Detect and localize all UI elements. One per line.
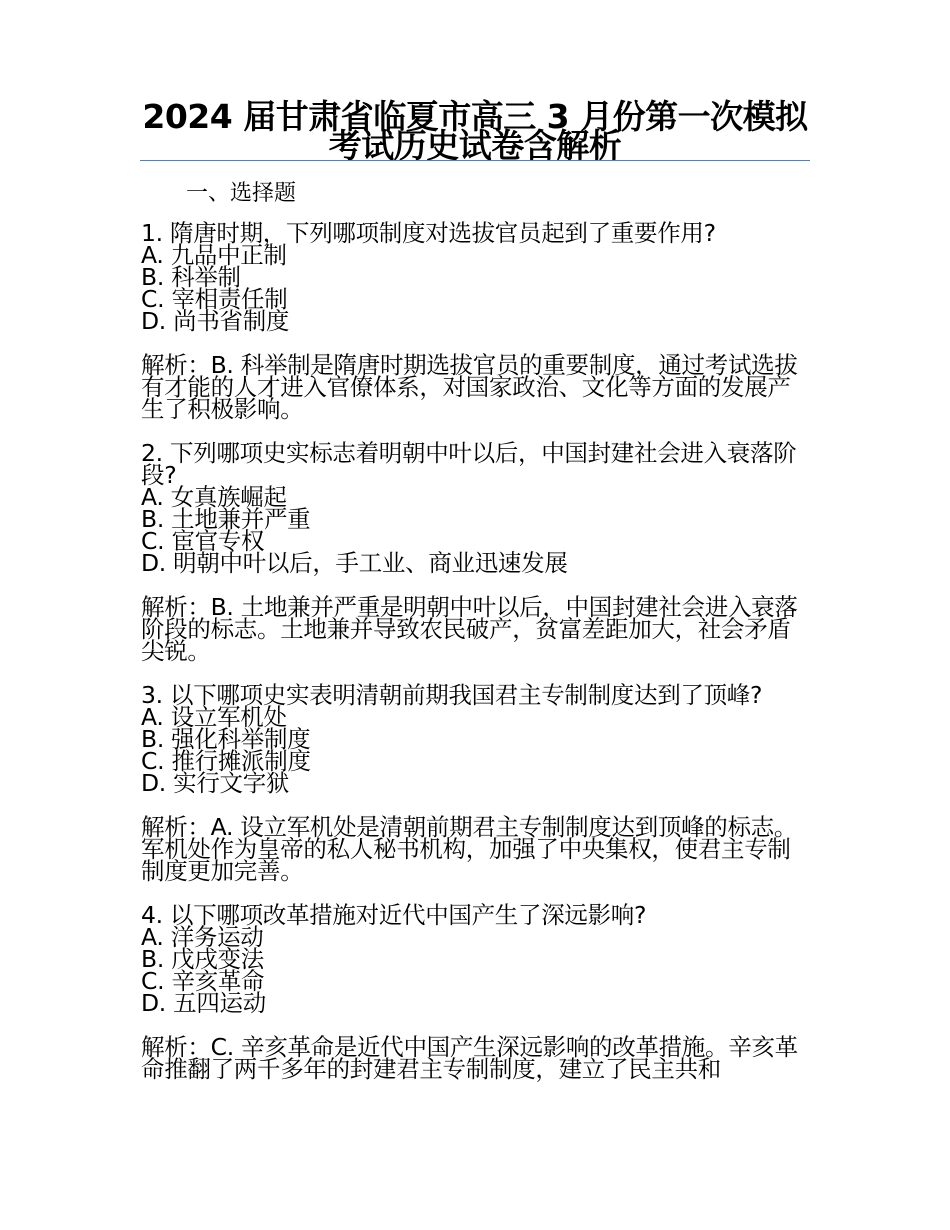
question-list (141, 219, 813, 1083)
option-a: A. 女真族崛起 (141, 483, 287, 511)
question-analysis: 解析：B. 土地兼并严重是明朝中叶以后，中国封建社会进入衰落阶段的标志。土地兼并导致农民破产，贫富差距加大，社会矛盾尖锐。 (141, 593, 798, 665)
option-d: D. 明朝中叶以后，手工业、商业迅速发展 (141, 549, 568, 577)
question-analysis: 解析：A. 设立军机处是清朝前期君主专制制度达到顶峰的标志。军机处作为皇帝的私人秘书机构，加强了中央集权，使君主专制制度更加完善。 (141, 813, 798, 885)
option-d: D. 实行文字狱 (141, 769, 290, 797)
option-d: D. 尚书省制度 (141, 307, 290, 335)
document-title: 2024 届甘肃省临夏市高三 3 月份第一次模拟考试历史试卷含解析 (142, 97, 808, 165)
option-a: A. 设立军机处 (141, 703, 287, 731)
question-stem: 3. 以下哪项史实表明清朝前期我国君主专制制度达到了顶峰? (141, 681, 763, 709)
option-b: B. 强化科举制度 (141, 725, 311, 753)
option-a: A. 九品中正制 (141, 241, 287, 269)
option-c: C. 宰相责任制 (141, 285, 288, 313)
question-analysis: 解析：B. 科举制是隋唐时期选拔官员的重要制度，通过考试选拔有才能的人才进入官僚体系，对国家政治、文化等方面的发展产生了积极影响。 (141, 351, 798, 423)
option-d: D. 五四运动 (141, 989, 266, 1017)
option-c: C. 辛亥革命 (141, 967, 265, 995)
question-4 (141, 901, 813, 1083)
option-b: B. 科举制 (141, 263, 241, 291)
option-a: A. 洋务运动 (141, 923, 264, 951)
option-b: B. 土地兼并严重 (141, 505, 311, 533)
question-stem: 4. 以下哪项改革措施对近代中国产生了深远影响? (141, 901, 647, 929)
question-stem: 1. 隋唐时期，下列哪项制度对选拔官员起到了重要作用? (141, 219, 716, 247)
question-analysis: 解析：C. 辛亥革命是近代中国产生深远影响的改革措施。辛亥革命推翻了两千多年的封建君主专制制度，建立了民主共和 (141, 1033, 798, 1083)
question-2 (141, 439, 813, 684)
title-underline (140, 160, 810, 161)
question-3 (141, 681, 813, 904)
question-stem: 2. 下列哪项史实标志着明朝中叶以后，中国封建社会进入衰落阶段? (141, 439, 797, 489)
section-heading: 一、选择题 (186, 181, 297, 206)
option-c: C. 宦官专权 (141, 527, 265, 555)
question-1 (141, 219, 813, 442)
option-c: C. 推行摊派制度 (141, 747, 311, 775)
option-b: B. 戊戌变法 (141, 945, 264, 973)
